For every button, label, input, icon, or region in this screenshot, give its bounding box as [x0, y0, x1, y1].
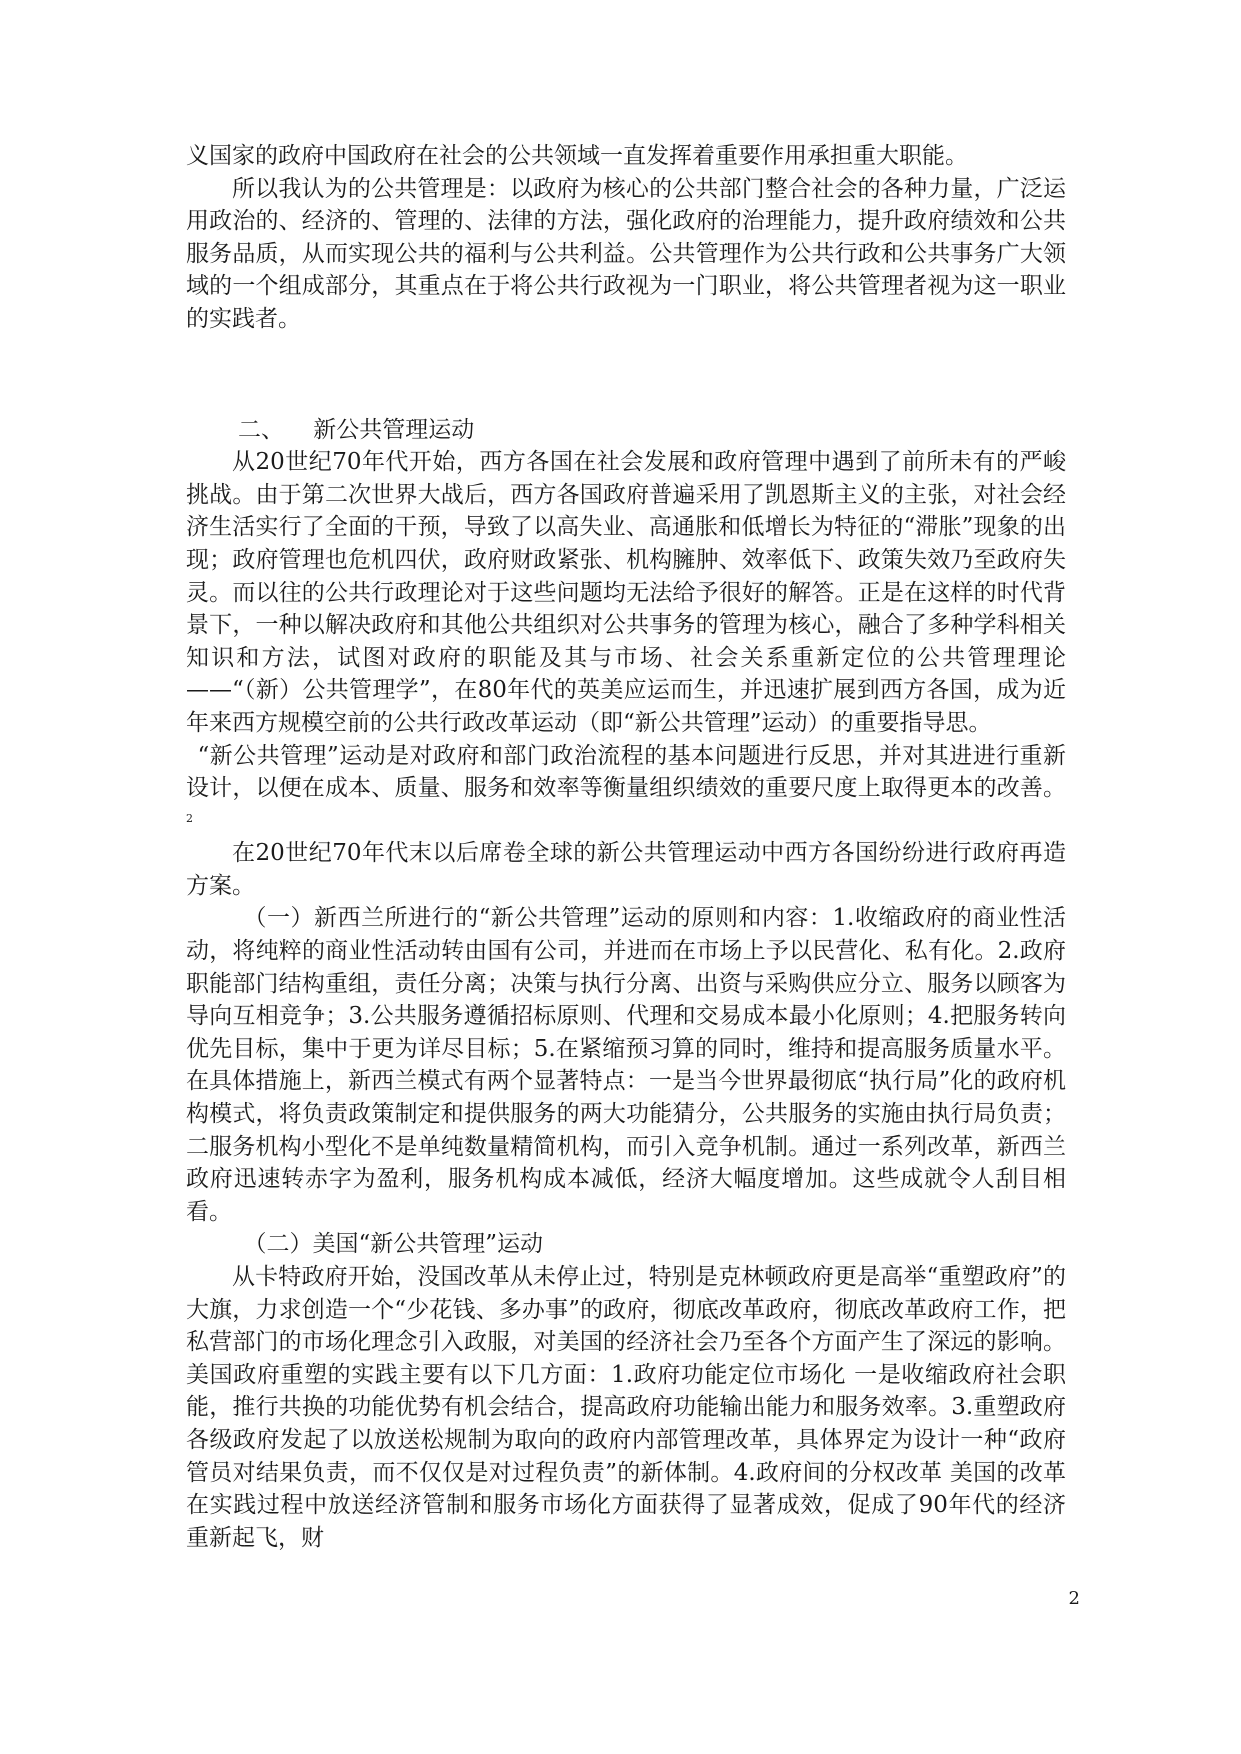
- paragraph-4-text: “新公共管理”运动是对政府和部门政治流程的基本问题进行反思，并对其进进行重新设计，以便在成本、质量、服务和效率等衡量组织绩效的重要尺度上取得更本的改善。: [186, 742, 1066, 802]
- document-body: [186, 140, 1066, 1554]
- page-number: 2: [1068, 1588, 1080, 1609]
- paragraph-3: 从20世纪70年代开始，西方各国在社会发展和政府管理中遇到了前所未有的严峻挑战。由于第二次世界大战后，西方各国政府普遍采用了凯恩斯主义的主张，对社会经济生活实行了全面的干预，导致了以高失业、高通胀和低增长为特征的“滞胀”现象的出现；政府管理也危机四伏，政府财政紧张、机构臃肿、效率低下、政策失效乃至政府失灵。而以往的公共行政理论对于这些问题均无法给予很好的解答。正是在这样的时代背景下，一种以解决政府和其他公共组织对公共事务的管理为核心，融合了多种学科相关知识和方法，试图对政府的职能及其与市场、社会关系重新定位的公共管理理论——“（新）公共管理学”，在80年代的英美应运而生，并迅速扩展到西方各国，成为近年来西方规模空前的公共行政改革运动（即“新公共管理”运动）的重要指导思。: [186, 449, 1066, 736]
- paragraph-1: 义国家的政府中国政府在社会的公共领域一直发挥着重要作用承担重大职能。: [186, 143, 968, 169]
- paragraph-7: （二）美国“新公共管理”运动: [243, 1231, 544, 1258]
- paragraph-8: 从卡特政府开始，没国改革从未停止过，特别是克林顿政府更是高举“重塑政府”的大旗，力求创造一个“少花钱、多办事”的政府，彻底改革政府，彻底改革政府工作，把私营部门的市场化理念引入政服，对美国的经济社会乃至各个方面产生了深远的影响。美国政府重塑的实践主要有以下几方面：1.政府功能定位市场化 一是收缩政府社会职能，推行共换的功能优势有机会结合，提高政府功能输出能力和服务效率。3.重塑政府 各级政府发起了以放送松规制为取向的政府内部管理改革，具体界定为设计一种“政府管员对结果负责，而不仅仅是对过程负责”的新体制。4.政府间的分权改革 美国的改革在实践过程中放送经济管制和服务市场化方面获得了显著成效，促成了90年代的经济重新起飞，财: [186, 1264, 1066, 1551]
- paragraph-4: [186, 740, 1066, 838]
- section-gap: [186, 336, 1066, 414]
- paragraph-6: （一）新西兰所进行的“新公共管理”运动的原则和内容：1.收缩政府的商业性活动，将纯粹的商业性活动转由国有公司，并进而在市场上予以民营化、私有化。2.政府职能部门结构重组，责任分离；决策与执行分离、出资与采购供应分立、服务以顾客为导向互相竞争；3.公共服务遵循招标原则、代理和交易成本最小化原则；4.把服务转向优先目标，集中于更为详尽目标；5.在紧缩预习算的同时，维持和提高服务质量水平。在具体措施上，新西兰模式有两个显著特点：一是当今世界最彻底“执行局”化的政府机构模式，将负责政策制定和提供服务的两大功能猜分，公共服务的实施由执行局负责；二服务机构小型化不是单纯数量精简机构，而引入竞争机制。通过一系列改革，新西兰政府迅速转赤字为盈利，服务机构成本减低，经济大幅度增加。这些成就令人刮目相看。: [186, 905, 1066, 1225]
- paragraph-2: 所以我认为的公共管理是：以政府为核心的公共部门整合社会的各种力量，广泛运用政治的、经济的、管理的、法律的方法，强化政府的治理能力，提升政府绩效和公共服务品质，从而实现公共的福利与公共利益。公共管理作为公共行政和公共事务广大领域的一个组成部分，其重点在于将公共行政视为一门职业，将公共管理者视为这一职业的实践者。: [186, 175, 1066, 332]
- section-heading: 二、 新公共管理运动: [238, 416, 475, 443]
- paragraph-5: 在20世纪70年代末以后席卷全球的新公共管理运动中西方各国纷纷进行政府再造方案。: [186, 840, 1066, 899]
- footnote-marker: 2: [186, 811, 193, 825]
